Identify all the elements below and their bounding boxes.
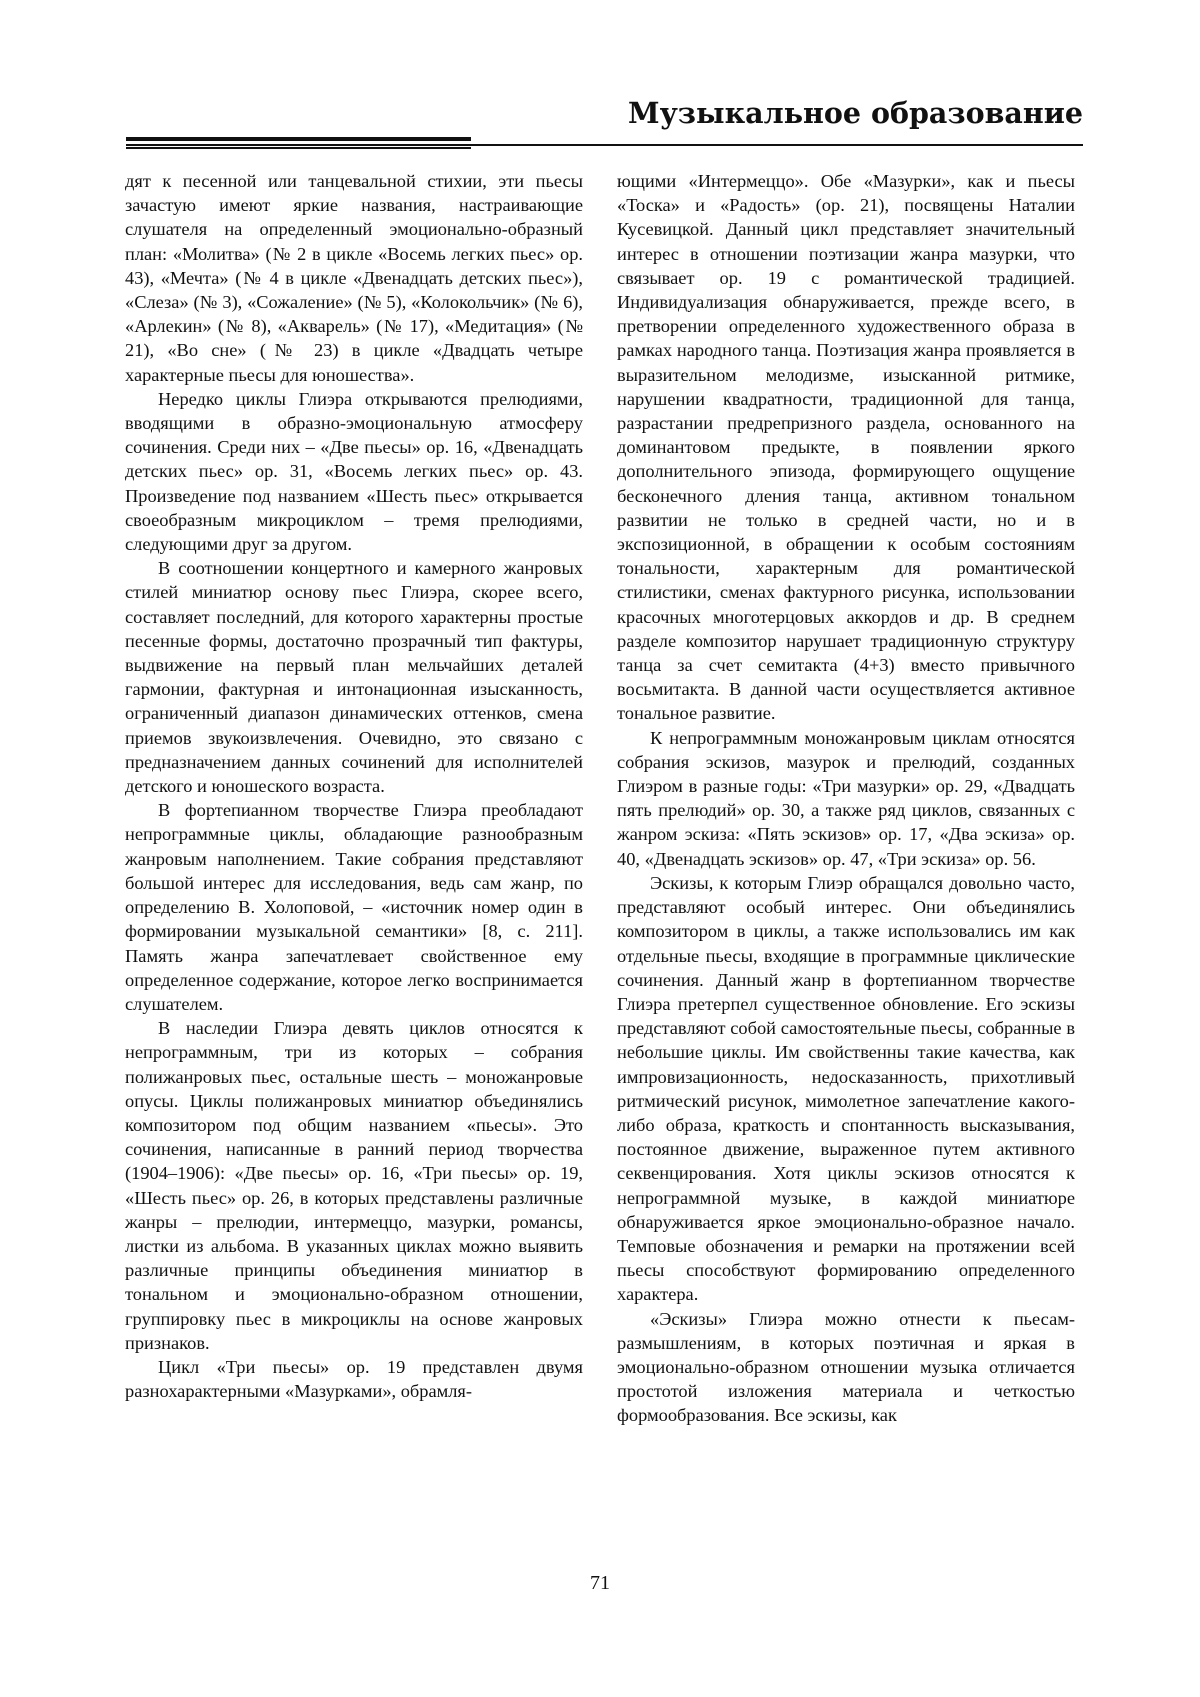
right-column [617,169,1075,1428]
paragraph: К непрограммным моножанровым циклам относятся собрания эскизов, мазурок и прелюдий, созданных Глиэром в разные годы: «Три мазурки» ор. 29, «Двадцать пять прелюдий» ор. 30, а также ряд циклов, связанных с жанром эскиза: «Пять эскизов» ор. 17, «Два эскиза» ор. 40, «Двенадцать эскизов» ор. 47, «Три эскиза» ор. 56. [617,727,1075,869]
header-rule-thick [126,137,471,141]
paragraph: Эскизы, к которым Глиэр обращался довольно часто, представляют особый интерес. Они объединялись композитором в циклы, а также использовались им как отдельные пьесы, входящие в программные циклические сочинения. Данный жанр в фортепианном творчестве Глиэра претерпел существенное обновление. Его эскизы представляют собой самостоятельные пьесы, собранные в небольшие циклы. Им свойственны такие качества, как импровизационность, недосказанность, прихотливый ритмический рисунок, мимолетное запечатление какого-либо образа, краткость и спонтанность высказывания, постоянное движение, выраженное путем активного секвенцирования. Хотя циклы эскизов относятся к непрограммной музыке, в каждой миниатюре обнаруживается яркое эмоционально-образное начало. Темповые обозначения и ремарки на протяжении всей пьесы способствуют формированию определенного характера. [617,872,1075,1305]
header-rule-thin [126,144,1083,146]
paragraph: ющими «Интермеццо». Обе «Мазурки», как и пьесы «Тоска» и «Радость» (ор. 21), посвящены Наталии Кусевицкой. Данный цикл представляет значительный интерес в отношении поэтизации жанра мазурки, что связывает ор. 19 с романтической традицией. Индивидуализация обнаруживается, прежде всего, в претворении определенного художественного образа в рамках народного танца. Поэтизация жанра проявляется в выразительном мелодизме, изысканной ритмике, нарушении квадратности, традиционной для танца, разрастании предрепризного раздела, основанного на доминантовом предыкте, в появлении яркого дополнительного эпизода, формирующего ощущение бесконечного дления танца, активном тональном развитии не только в средней части, но и в экспозиционной, в обращении к особым состояниям тональности, характерным для романтической стилистики, сменах фактурного рисунка, использовании красочных многотерцовых аккордов и др. В среднем разделе композитор нарушает традиционную структуру танца за счет семитакта (4+3) вместо привычного восьмитакта. В данной части осуществляется активное тональное развитие. [617,171,1075,724]
paragraph: Цикл «Три пьесы» ор. 19 представлен двумя разнохарактерными «Мазурками», обрамля- [125,1356,583,1402]
paragraph: «Эскизы» Глиэра можно отнести к пьесам-размышлениям, в которых поэтичная и яркая в эмоционально-образном отношении музыка отличается простотой изложения материала и четкостью формообразования. Все эскизы, как [617,1308,1075,1426]
page-number: 71 [590,1572,610,1594]
paragraph: Нередко циклы Глиэра открываются прелюдиями, вводящими в образно-эмоциональную атмосферу сочинения. Среди них – «Две пьесы» ор. 16, «Двенадцать детских пьес» ор. 31, «Восемь легких пьес» ор. 43. Произведение под названием «Шесть пьес» открывается своеобразным микроциклом – тремя прелюдиями, следующими друг за другом. [125,388,583,555]
paragraph: В фортепианном творчестве Глиэра преобладают непрограммные циклы, обладающие разнообразным жанровым наполнением. Такие собрания представляют большой интерес для исследования, ведь сам жанр, по определению В. Холоповой, – «источник номер один в формировании музыкальной семантики» [8, с. 211]. Память жанра запечатлевает свойственное ему определенное содержание, которое легко воспринимается слушателем. [125,800,583,1014]
left-column [125,169,583,1403]
paragraph: В соотношении концертного и камерного жанровых стилей миниатюр основу пьес Глиэра, скорее всего, составляет последний, для которого характерны простые песенные формы, достаточно прозрачный тип фактуры, выдвижение на первый план мельчайших деталей гармонии, фактурная и интонационная изысканность, ограниченный диапазон динамических оттенков, смена приемов звукоизвлечения. Очевидно, это связано с предназначением данных сочинений для исполнителей детского и юношеского возраста. [125,558,583,797]
header-rule-thick-lower [126,147,471,149]
paragraph: дят к песенной или танцевальной стихии, эти пьесы зачастую имеют яркие названия, настраивающие слушателя на определенный эмоционально-образный план: «Молитва» (№ 2 в цикле «Восемь легких пьес» ор. 43), «Мечта» (№ 4 в цикле «Двенадцать детских пьес»), «Слеза» (№ 3), «Сожаление» (№ 5), «Колокольчик» (№ 6), «Арлекин» (№ 8), «Акварель» (№ 17), «Медитация» (№ 21), «Во сне» (№ 23) в цикле «Двадцать четыре характерные пьесы для юношества». [125,171,583,385]
running-header-title: Музыкальное образование [628,96,1083,130]
paragraph: В наследии Глиэра девять циклов относятся к непрограммным, три из которых – собрания полижанровых пьес, остальные шесть – моножанровые опусы. Циклы полижанровых миниатюр объединялись композитором под общим названием «пьесы». Это сочинения, написанные в ранний период творчества (1904–1906): «Две пьесы» ор. 16, «Три пьесы» ор. 19, «Шесть пьес» ор. 26, в которых представлены различные жанры – прелюдии, интермеццо, мазурки, романсы, листки из альбома. В указанных циклах можно выявить различные принципы объединения миниатюр в тональном и эмоционально-образном отношении, группировку пьес в микроциклы на основе жанровых признаков. [125,1018,583,1353]
